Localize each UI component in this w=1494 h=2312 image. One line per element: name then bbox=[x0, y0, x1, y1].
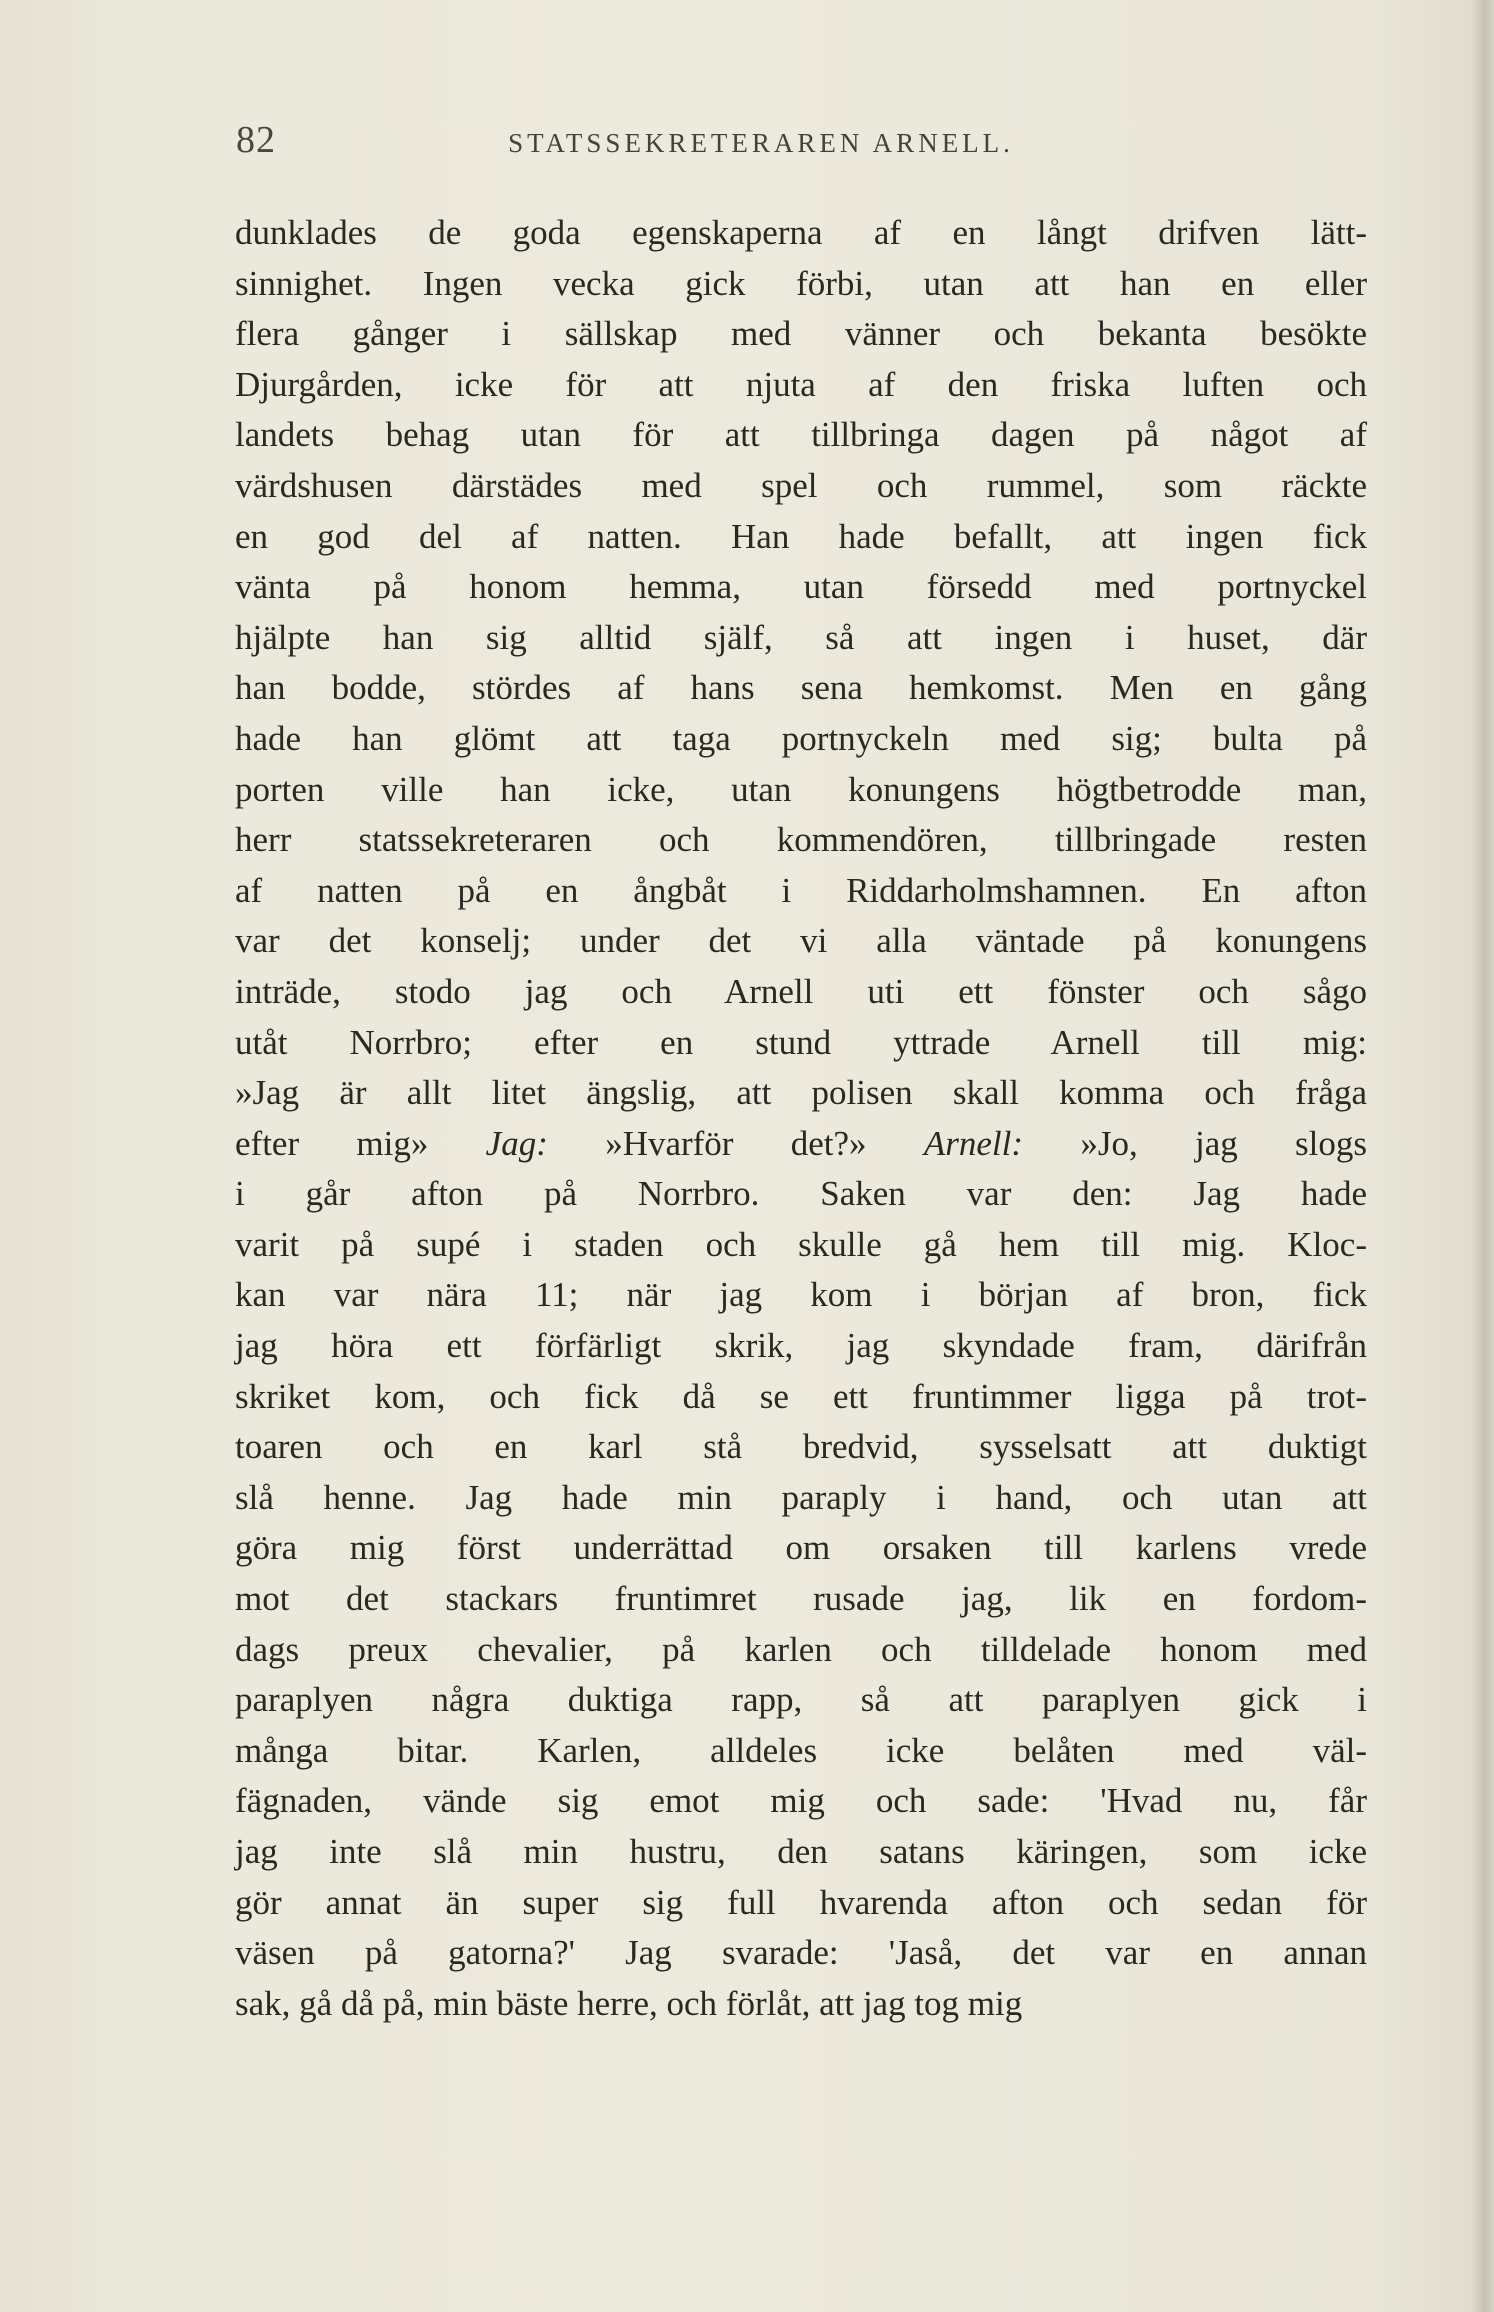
speaker-label: Jag: bbox=[485, 1123, 548, 1163]
text-line: dags preux chevalier, på karlen och tilldelade honom med bbox=[235, 1629, 1367, 1669]
text-line: en god del af natten. Han hade befallt, att ingen fick bbox=[235, 516, 1367, 556]
text-line: flera gånger i sällskap med vänner och bekanta besökte bbox=[235, 314, 1367, 354]
text-line: fägnaden, vände sig emot mig och sade: 'Hvad nu, får bbox=[235, 1781, 1367, 1821]
dialogue-part: »Hvarför det?» bbox=[605, 1123, 867, 1163]
page-number: 82 bbox=[236, 119, 276, 161]
running-head: STATSSEKRETERAREN ARNELL. bbox=[508, 128, 1014, 158]
text-line: göra mig först underrättad om orsaken till karlens vrede bbox=[235, 1528, 1367, 1568]
text-line: paraplyen några duktiga rapp, så att paraplyen gick i bbox=[235, 1680, 1367, 1720]
text-line-dialogue bbox=[235, 1119, 1367, 1170]
text-line: varit på supé i staden och skulle gå hem till mig. Kloc- bbox=[235, 1224, 1367, 1264]
text-line: inträde, stodo jag och Arnell uti ett fönster och sågo bbox=[235, 971, 1367, 1011]
text-line: jag inte slå min hustru, den satans käringen, som icke bbox=[235, 1832, 1367, 1871]
text-line: i går afton på Norrbro. Saken var den: Jag hade bbox=[235, 1174, 1367, 1214]
text-line: sak, gå då på, min bäste herre, och förlåt, att jag tog mig bbox=[235, 1983, 1023, 2023]
dialogue-part: efter mig» bbox=[235, 1123, 429, 1163]
text-line: utåt Norrbro; efter en stund yttrade Arnell till mig: bbox=[235, 1022, 1367, 1062]
text-line: herr statssekreteraren och kommendören, tillbringade resten bbox=[235, 820, 1367, 860]
text-line: hjälpte han sig alltid själf, så att ingen i huset, där bbox=[235, 617, 1367, 657]
dialogue-part: »Jo, jag slogs bbox=[1080, 1123, 1368, 1163]
text-line: väsen på gatorna?' Jag svarade: 'Jaså, det var en annan bbox=[235, 1933, 1367, 1973]
text-line: skriket kom, och fick då se ett fruntimmer ligga på trot- bbox=[235, 1376, 1367, 1416]
text-line: värdshusen därstädes med spel och rummel, som räckte bbox=[235, 465, 1367, 505]
text-line: vänta på honom hemma, utan försedd med portnyckel bbox=[235, 567, 1367, 607]
text-line: mot det stackars fruntimret rusade jag, lik en fordom- bbox=[235, 1579, 1367, 1619]
text-line: dunklades de goda egenskaperna af en långt drifven lätt- bbox=[235, 213, 1367, 252]
body-text bbox=[235, 208, 1367, 2029]
text-line: af natten på en ångbåt i Riddarholmshamnen. En afton bbox=[235, 870, 1367, 910]
text-line: hade han glömt att taga portnyckeln med sig; bulta på bbox=[235, 718, 1367, 758]
text-line: jag höra ett förfärligt skrik, jag skyndade fram, därifrån bbox=[235, 1326, 1367, 1366]
speaker-label: Arnell: bbox=[923, 1123, 1024, 1163]
text-line: slå henne. Jag hade min paraply i hand, och utan att bbox=[235, 1477, 1367, 1517]
text-line: många bitar. Karlen, alldeles icke belåten med väl- bbox=[235, 1730, 1367, 1770]
text-line: sinnighet. Ingen vecka gick förbi, utan att han en eller bbox=[235, 263, 1367, 303]
text-line: var det konselj; under det vi alla väntade på konungens bbox=[235, 921, 1367, 961]
page-edge-shadow bbox=[1472, 0, 1494, 2312]
text-line: toaren och en karl stå bredvid, sysselsatt att duktigt bbox=[235, 1427, 1367, 1467]
text-line: kan var nära 11; när jag kom i början af bron, fick bbox=[235, 1275, 1367, 1315]
text-line: Djurgården, icke för att njuta af den friska luften och bbox=[235, 364, 1367, 404]
text-line: gör annat än super sig full hvarenda afton och sedan för bbox=[235, 1882, 1367, 1922]
text-line: han bodde, stördes af hans sena hemkomst. Men en gång bbox=[235, 668, 1367, 708]
text-line: »Jag är allt litet ängslig, att polisen skall komma och fråga bbox=[235, 1073, 1367, 1113]
text-line: landets behag utan för att tillbringa dagen på något af bbox=[235, 415, 1367, 455]
text-line: porten ville han icke, utan konungens högtbetrodde man, bbox=[235, 769, 1367, 809]
